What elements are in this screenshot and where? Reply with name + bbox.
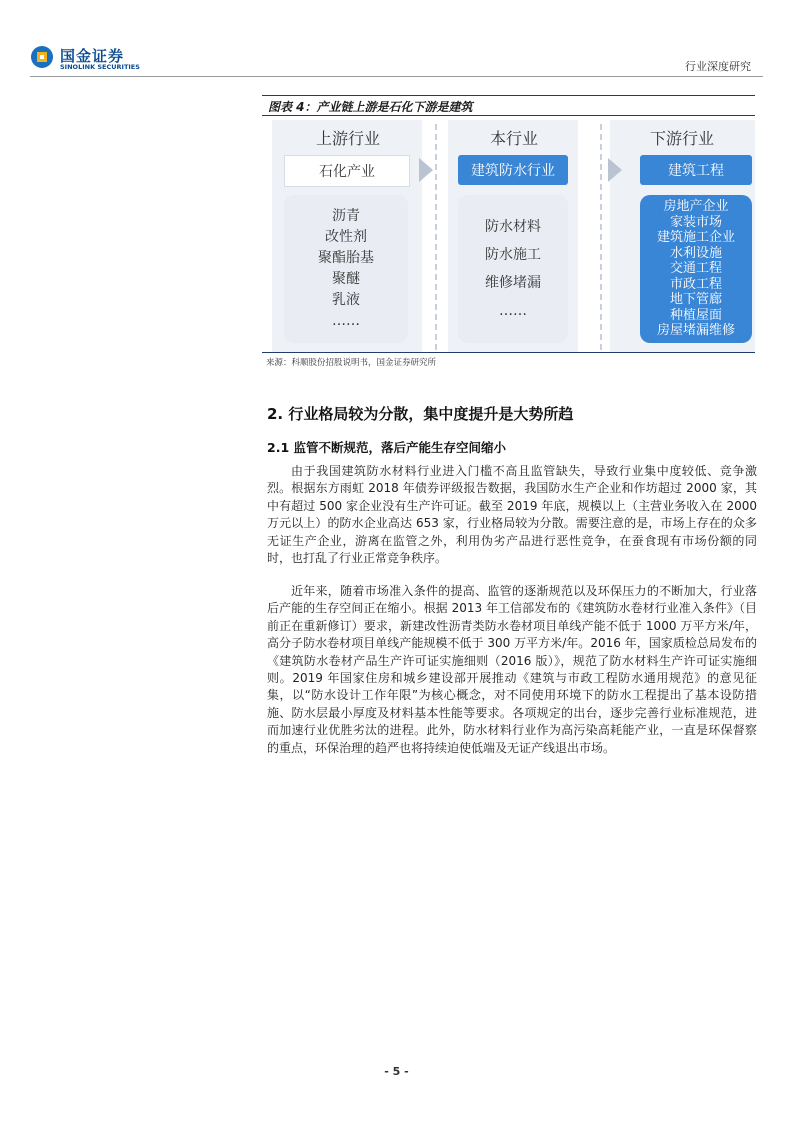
report-type-label: 行业深度研究 xyxy=(685,60,751,73)
list-item: 种植屋面 xyxy=(669,307,722,323)
industry-chain-diagram xyxy=(262,120,762,352)
logo-text-cn: 国金证券 xyxy=(60,47,125,65)
subsection-heading: 2.1 监管不断规范，落后产能生存空间缩小 xyxy=(267,440,506,455)
page-number: - 5 - xyxy=(384,1065,409,1078)
downstream-heading: 下游行业 xyxy=(649,129,714,148)
list-item: 交通工程 xyxy=(669,261,722,277)
arrow-right-icon xyxy=(608,158,622,182)
source-divider xyxy=(262,352,755,353)
body-paragraph: 近年来，随着市场准入条件的提高、监管的逐渐规范以及环保压力的不断加大，行业落后产能的生存空间正在缩小。根据 2013 年工信部发布的《建筑防水卷材行业准入条件》（目前正在重新修订）要求，新建改性沥青类防水卷材项目单线产能不低于 1000 万平方米/年，高分子防水卷材项目单线产能规模不低于 300 万平方米/年。2016 年，国家质检总局发布的《建筑防水卷材产品生产许可证实施细则（2016 版）》，规范了防水材料生产许可证实施细则。2019 年国家住房和城乡建设部开展推动《建筑与市政工程防水通用规范》的意见征集，以“防水设计工作年限”为核心概念，对不同使用环境下的防水工程提出了基本设防措施、防水层最小厚度及材料基本性能等要求。各项规定的出台，逐步完善行业标准规范，进而加速行业优胜劣汰的进程。此外，防水材料行业作为高污染高耗能产业，一直是环保督察的重点，环保治理的趋严也将持续迫使低端及无证产线退出市场。 xyxy=(267,584,757,755)
column-divider xyxy=(435,124,437,350)
list-item: …… xyxy=(332,313,360,329)
list-item: 家装市场 xyxy=(669,214,722,230)
page-header xyxy=(0,0,793,80)
list-item: 房屋堵漏维修 xyxy=(656,323,735,339)
body-paragraph: 由于我国建筑防水材料行业进入门槛不高且监管缺失，导致行业集中度较低、竞争激烈。根据东方雨虹 2018 年债券评级报告数据，我国防水生产企业和作坊超过 2000 家，其中有超过 500 家企业没有生产许可证。截至 2019 年底，规模以上（主营业务收入在 2000 万元以上）的防水企业高达 653 家，行业格局较为分散。需要注意的是，市场上存在的众多无证生产企业，游离在监管之外，利用伪劣产品进行恶性竞争，在蚕食现有市场份额的同时，也打乱了行业正常竞争秩序。 xyxy=(267,464,757,566)
upstream-heading: 上游行业 xyxy=(315,129,380,148)
midstream-heading: 本行业 xyxy=(489,129,538,148)
list-item: 水利设施 xyxy=(669,245,722,261)
list-item: 改性剂 xyxy=(325,229,367,245)
column-divider xyxy=(600,124,602,350)
logo-mark-icon xyxy=(30,45,54,69)
figure-title-bar xyxy=(262,95,755,116)
list-item: 防水施工 xyxy=(485,247,541,263)
midstream-top-box: 建筑防水行业 xyxy=(458,155,568,185)
header-divider xyxy=(30,76,763,77)
upstream-items xyxy=(284,195,408,343)
section-heading: 2. 行业格局较为分散，集中度提升是大势所趋 xyxy=(267,405,574,423)
company-logo xyxy=(30,45,170,75)
list-item: 地下管廊 xyxy=(669,292,722,308)
list-item: …… xyxy=(499,303,527,319)
list-item: 聚酯胎基 xyxy=(318,250,374,266)
list-item: 市政工程 xyxy=(669,276,722,292)
downstream-top-box: 建筑工程 xyxy=(640,155,752,185)
figure-source: 来源：科顺股份招股说明书，国金证券研究所 xyxy=(266,358,437,368)
list-item: 房地产企业 xyxy=(663,199,729,215)
downstream-items xyxy=(640,195,752,343)
midstream-items xyxy=(458,195,568,343)
list-item: 建筑施工企业 xyxy=(656,230,735,246)
list-item: 沥青 xyxy=(332,208,360,224)
figure-title: 图表 4：产业链上游是石化下游是建筑 xyxy=(268,100,473,114)
list-item: 防水材料 xyxy=(485,219,541,235)
upstream-top-box: 石化产业 xyxy=(284,155,410,187)
list-item: 维修堵漏 xyxy=(485,275,541,291)
logo-text-en: SINOLINK SECURITIES xyxy=(60,63,140,71)
arrow-right-icon xyxy=(419,158,433,182)
list-item: 乳液 xyxy=(332,292,360,308)
list-item: 聚醚 xyxy=(332,271,360,287)
